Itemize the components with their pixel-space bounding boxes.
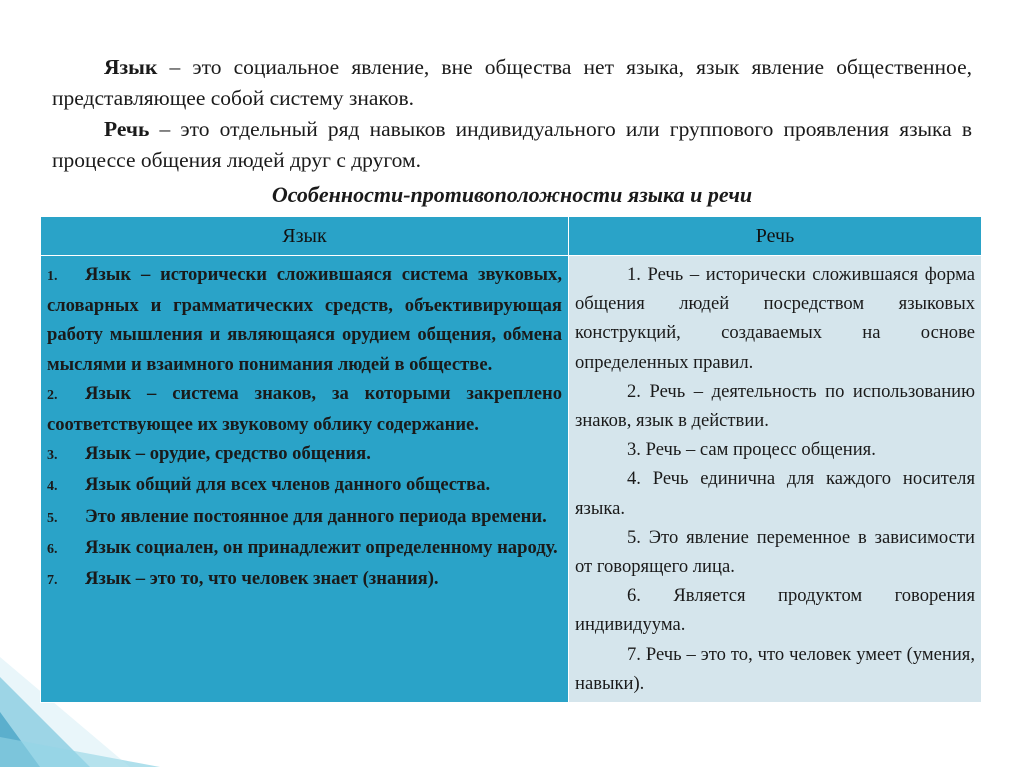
definition-language: – это социальное явление, вне общества нет языка, язык явление общественное, представляющее собой систему знаков.	[52, 55, 972, 110]
term-speech: Речь	[104, 117, 150, 141]
comparison-table	[40, 216, 982, 703]
language-item	[47, 470, 562, 501]
intro-text	[52, 52, 972, 176]
item-number: 6.	[47, 541, 58, 557]
item-text: Язык социален, он принадлежит определенному народу.	[85, 536, 558, 558]
speech-cell	[569, 256, 982, 703]
speech-item: 7. Речь – это то, что человек умеет (умения, навыки).	[575, 643, 975, 694]
speech-item: 1. Речь – исторически сложившаяся форма общения людей посредством языковых конструкций, создаваемых на основе определенных правил.	[575, 264, 975, 373]
language-cell	[41, 256, 569, 703]
language-item	[47, 502, 562, 533]
item-text: Язык – система знаков, за которыми закреплено соответствующее их звуковому облику содержание.	[47, 382, 562, 436]
item-number: 7.	[47, 573, 58, 589]
item-number: 3.	[47, 448, 58, 464]
speech-item: 6. Является продуктом говорения индивидуума.	[575, 585, 975, 636]
item-number: 1.	[47, 269, 58, 284]
item-text: Язык – орудие, средство общения.	[85, 443, 371, 465]
item-text: Язык общий для всех членов данного общества.	[85, 474, 491, 496]
table-caption: Особенности-противоположности языка и речи	[271, 182, 753, 207]
item-text: Это явление постоянное для данного периода времени.	[85, 505, 547, 527]
speech-item: 2. Речь – деятельность по использованию знаков, язык в действии.	[575, 380, 975, 432]
language-item	[47, 379, 562, 439]
language-item	[47, 533, 562, 564]
column-header-language: Язык	[41, 217, 569, 256]
language-item	[47, 260, 562, 379]
item-number: 5.	[47, 510, 58, 526]
speech-item: 4. Речь единична для каждого носителя языка.	[575, 468, 975, 519]
language-item	[47, 439, 562, 470]
column-header-speech: Речь	[569, 217, 982, 256]
intro-paragraph-language	[52, 52, 972, 114]
language-item	[47, 564, 562, 595]
definition-speech: – это отдельный ряд навыков индивидуального или группового проявления языка в процессе общения людей друг с другом.	[52, 117, 972, 172]
intro-paragraph-speech	[52, 114, 972, 176]
speech-item: 3. Речь – сам процесс общения.	[627, 439, 876, 461]
item-text: Язык – это то, что человек знает (знания).	[85, 568, 439, 590]
table-header-row	[41, 217, 982, 256]
term-language: Язык	[104, 55, 158, 79]
table-body-row	[41, 256, 982, 703]
item-number: 2.	[47, 387, 58, 403]
item-text: Язык – исторически сложившаяся система звуковых, словарных и грамматических средств, объективирующая работу мышления и являющаяся орудием общения, обмена мыслями и взаимного понимания людей в обществе.	[47, 264, 562, 375]
speech-item: 5. Это явление переменное в зависимости от говорящего лица.	[575, 526, 975, 578]
item-number: 4.	[47, 479, 58, 495]
